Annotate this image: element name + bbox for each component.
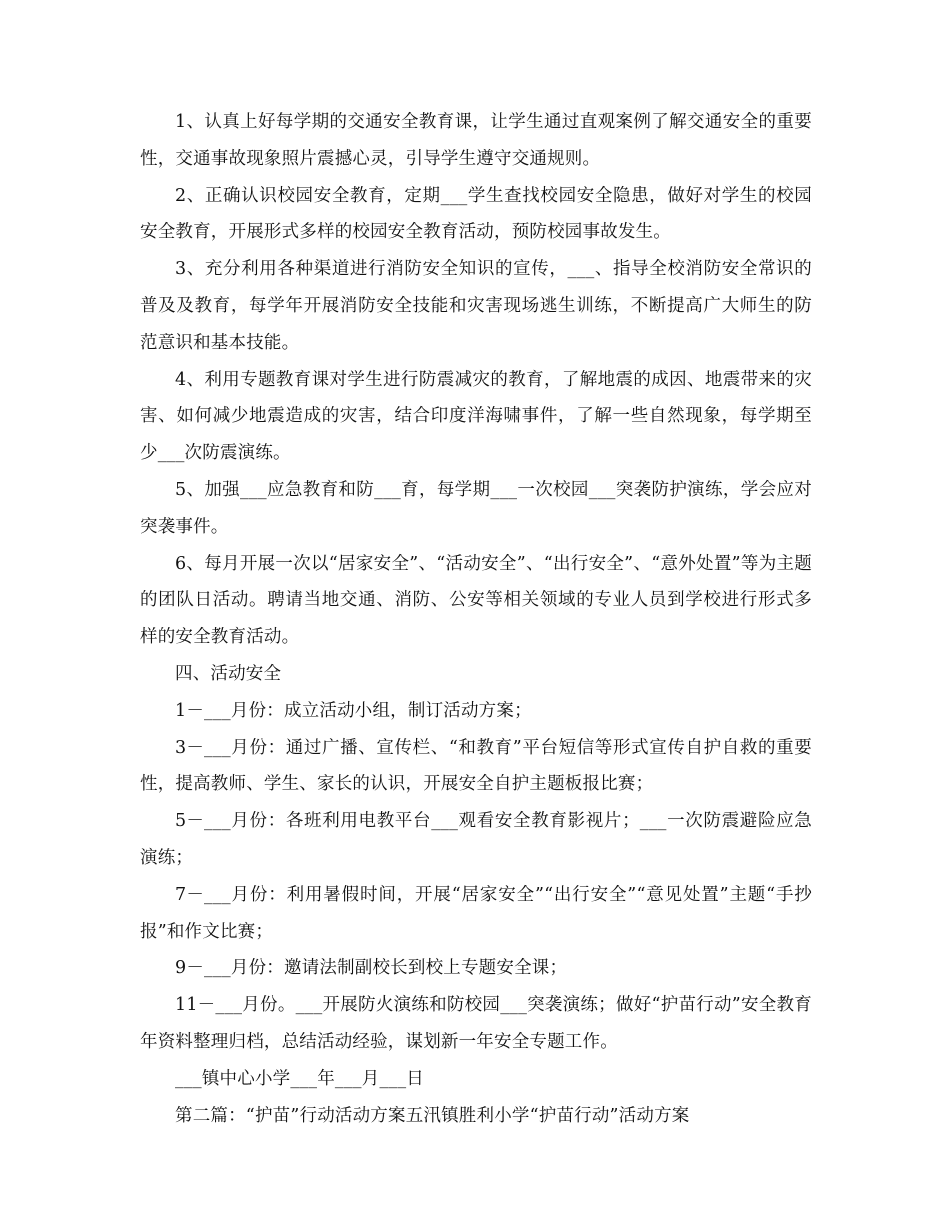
schedule-item-1: 1－___月份：成立活动小组，制订活动方案；: [175, 700, 532, 721]
paragraph-fire-safety: 3、充分利用各种渠道进行消防安全知识的宣传，___、指导全校消防安全常识的普及及教育，每学年开展消防安全技能和灾害现场逃生训练，不断提高广大师生的防范意识和基本技能。: [140, 259, 812, 353]
schedule-item-7: 7－___月份：利用暑假时间，开展“居家安全”“出行安全”“意见处置”主题“手抄报”和作文比赛；: [140, 884, 812, 942]
schedule-item-9: 9－___月份：邀请法制副校长到校上专题安全课；: [175, 958, 568, 979]
schedule-item-3: 3－___月份：通过广播、宣传栏、“和教育”平台短信等形式宣传自护自救的重要性，提高教师、学生、家长的认识，开展安全自护主题板报比赛；: [140, 737, 812, 795]
signature-line: ___镇中心小学___年___月___日: [175, 1068, 424, 1089]
paragraph-monthly-activities: 6、每月开展一次以“居家安全”、“活动安全”、“出行安全”、“意外处置”等为主题的团队日活动。聘请当地交通、消防、公安等相关领域的专业人员到学校进行形式多样的安全教育活动。: [140, 553, 812, 648]
schedule-item-11: 11－___月份。___开展防火演练和防校园___突袭演练；做好“护苗行动”安全教育年资料整理归档，总结活动经验，谋划新一年安全专题工作。: [140, 995, 812, 1052]
paragraph-earthquake-safety: 4、利用专题教育课对学生进行防震减灾的教育，了解地震的成因、地震带来的灾害、如何减少地震造成的灾害，结合印度洋海啸事件，了解一些自然现象，每学期至少___次防震演练。: [140, 369, 812, 464]
paragraph-campus-safety: 2、正确认识校园安全教育，定期___学生查找校园安全隐患，做好对学生的校园安全教育，开展形式多样的校园安全教育活动，预防校园事故发生。: [140, 185, 812, 243]
section-heading-activity-safety: 四、活动安全: [175, 663, 282, 684]
paragraph-emergency-drill: 5、加强___应急教育和防___育，每学期___一次校园___突袭防护演练，学会应对突袭事件。: [140, 479, 812, 537]
second-article-title: 第二篇：“护苗”行动活动方案五汛镇胜利小学“护苗行动”活动方案: [175, 1105, 690, 1126]
schedule-item-5: 5－___月份：各班利用电教平台___观看安全教育影视片；___一次防震避险应急演练；: [140, 811, 812, 868]
document-body: [140, 104, 812, 1134]
paragraph-traffic-safety: 1、认真上好每学期的交通安全教育课，让学生通过直观案例了解交通安全的重要性，交通事故现象照片震撼心灵，引导学生遵守交通规则。: [140, 112, 812, 169]
